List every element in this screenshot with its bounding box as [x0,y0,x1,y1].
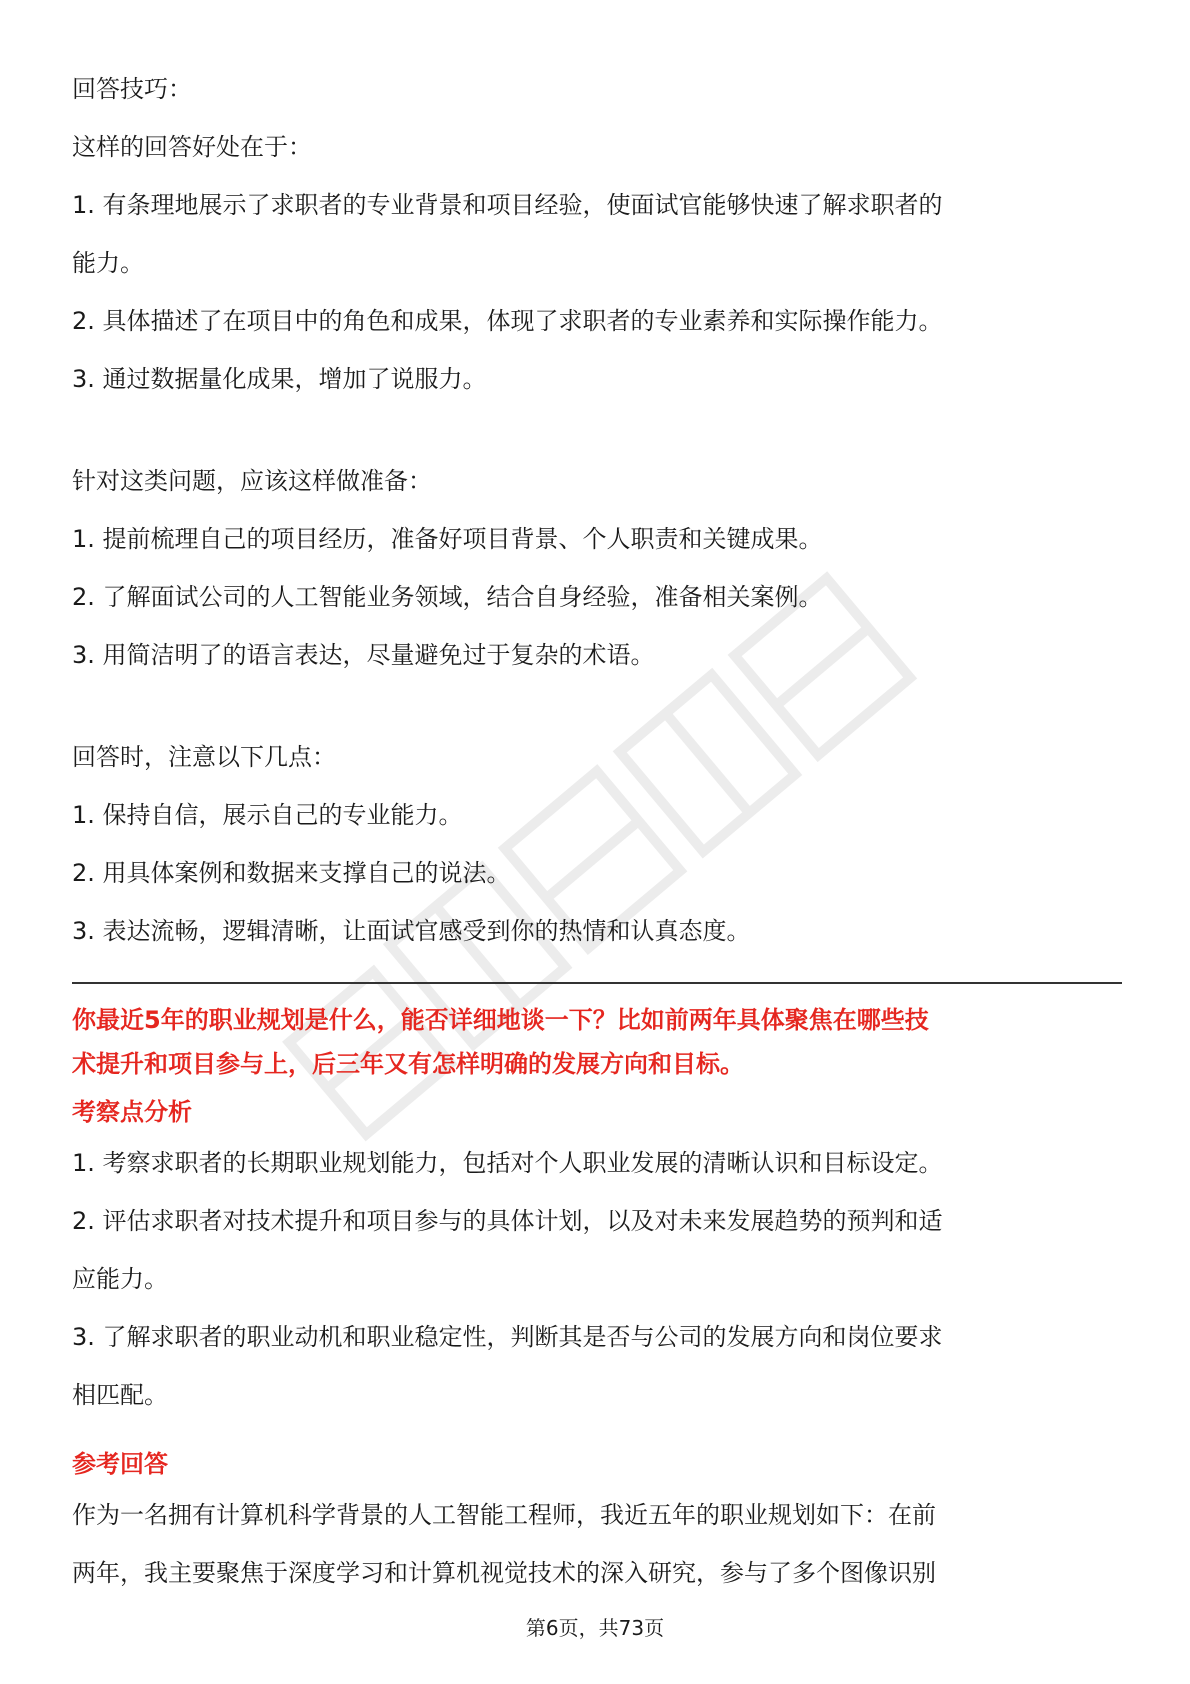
spacer [72,684,1122,728]
analysis-item-2-continued: 应能力。 [72,1265,168,1293]
spacer [72,408,1122,452]
tips-intro: 这样的回答好处在于： [72,133,312,161]
analysis-item-2: 2. 评估求职者对技术提升和项目参与的具体计划，以及对未来发展趋势的预判和适 [72,1207,943,1235]
tips-item-1: 1. 有条理地展示了求职者的专业背景和项目经验，使面试官能够快速了解求职者的 [72,191,943,219]
question-line-1: 你最近5年的职业规划是什么，能否详细地谈一下？比如前两年具体聚焦在哪些技 [72,1006,929,1034]
tips-item-2: 2. 具体描述了在项目中的角色和成果，体现了求职者的专业素养和实际操作能力。 [72,307,943,335]
notes-heading: 回答时，注意以下几点： [72,743,336,771]
analysis-item-3: 3. 了解求职者的职业动机和职业稳定性，判断其是否与公司的发展方向和岗位要求 [72,1323,943,1351]
prepare-heading: 针对这类问题，应该这样做准备： [72,467,432,495]
tips-heading: 回答技巧： [72,75,192,103]
prepare-item-1: 1. 提前梳理自己的项目经历，准备好项目背景、个人职责和关键成果。 [72,525,823,553]
notes-item-2: 2. 用具体案例和数据来支撑自己的说法。 [72,859,511,887]
notes-item-1: 1. 保持自信，展示自己的专业能力。 [72,801,463,829]
tips-item-1-continued: 能力。 [72,249,144,277]
notes-item-3: 3. 表达流畅，逻辑清晰，让面试官感受到你的热情和认真态度。 [72,917,751,945]
prepare-item-2: 2. 了解面试公司的人工智能业务领域，结合自身经验，准备相关案例。 [72,583,823,611]
page-number: 第6页，共73页 [525,1616,665,1640]
reference-line-1: 作为一名拥有计算机科学背景的人工智能工程师，我近五年的职业规划如下：在前 [72,1501,936,1529]
prepare-item-3: 3. 用简洁明了的语言表达，尽量避免过于复杂的术语。 [72,641,655,669]
analysis-heading: 考察点分析 [72,1098,192,1126]
analysis-item-1: 1. 考察求职者的长期职业规划能力，包括对个人职业发展的清晰认识和目标设定。 [72,1149,943,1177]
reference-heading: 参考回答 [72,1450,168,1478]
section-divider [72,982,1122,984]
question-line-2: 术提升和项目参与上，后三年又有怎样明确的发展方向和目标。 [72,1050,744,1078]
tips-item-3: 3. 通过数据量化成果，增加了说服力。 [72,365,487,393]
reference-line-2: 两年，我主要聚焦于深度学习和计算机视觉技术的深入研究，参与了多个图像识别 [72,1559,936,1587]
analysis-item-3-continued: 相匹配。 [72,1381,168,1409]
document-page [72,60,1122,1602]
